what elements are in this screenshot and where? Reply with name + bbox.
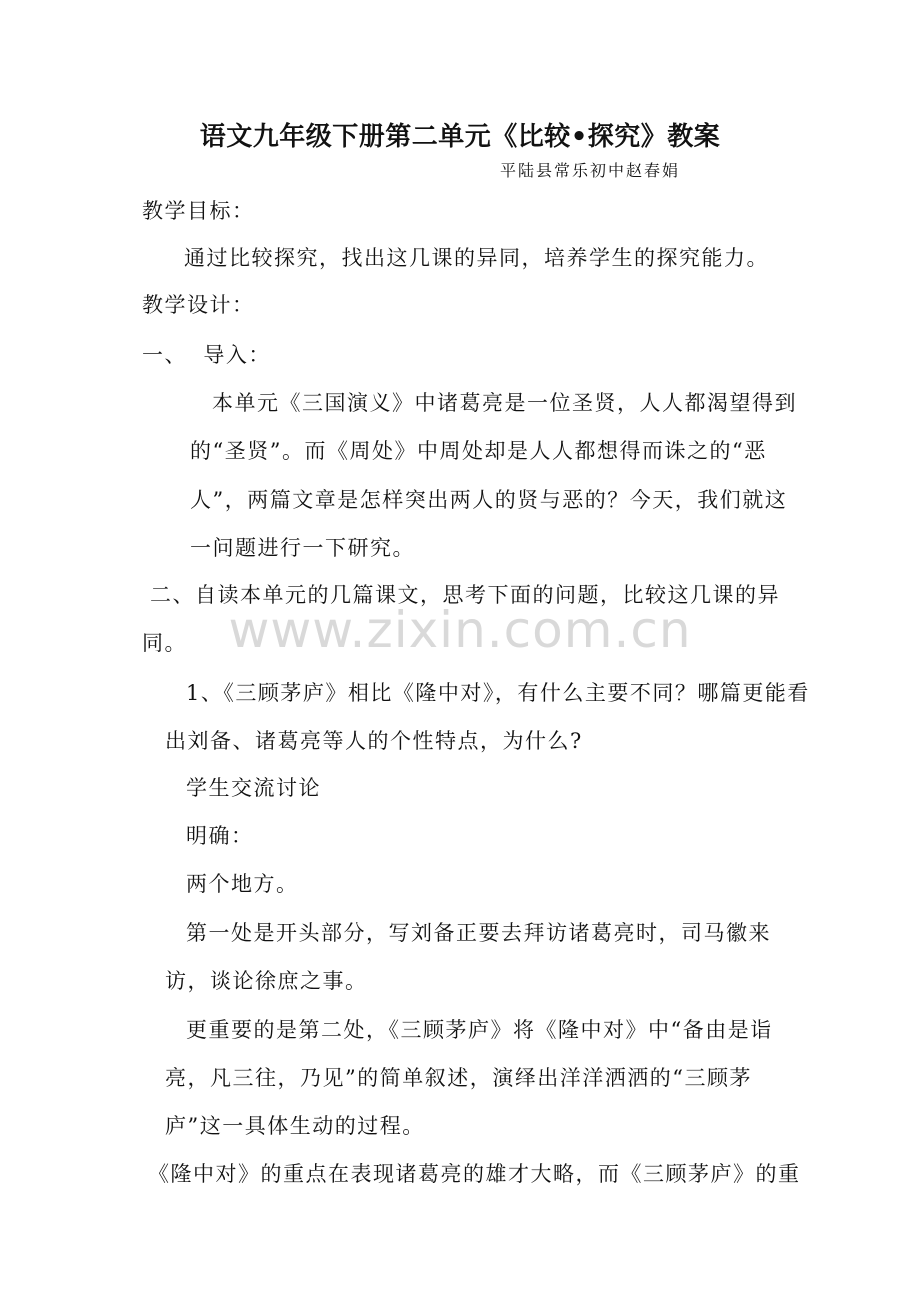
paragraph: 访，谈论徐庶之事。: [165, 969, 368, 993]
document-author: 平陆县常乐初中赵春娟: [500, 161, 681, 180]
paragraph: 庐”这一具体生动的过程。: [165, 1114, 425, 1138]
question: 1、《三顾茅庐》相比《隆中对》，有什么主要不同？哪篇更能看: [186, 681, 810, 705]
paragraph: 的“圣贤”。而《周处》中周处却是人人都想得而诛之的“恶: [190, 439, 767, 463]
question: 出刘备、诸葛亮等人的个性特点，为什么?: [165, 729, 583, 753]
watermark: www.zixin.com.cn: [228, 601, 692, 659]
paragraph: 《隆中对》的重点在表现诸葛亮的雄才大略，而《三顾茅庐》的重: [148, 1162, 801, 1186]
section-heading-intro: 一、 导入：: [142, 343, 271, 367]
paragraph: 人”，两篇文章是怎样突出两人的贤与恶的？今天，我们就这: [190, 488, 788, 512]
section-heading-reading: 二、自读本单元的几篇课文，思考下面的问题，比较这几课的异: [150, 583, 780, 607]
paragraph: 本单元《三国演义》中诸葛亮是一位圣贤，人人都渴望得到: [212, 391, 797, 415]
paragraph: 更重要的是第二处，《三顾茅庐》将《隆中对》中“备由是诣: [186, 1018, 773, 1042]
paragraph: 两个地方。: [186, 872, 299, 896]
paragraph: 学生交流讨论: [186, 776, 321, 800]
paragraph: 通过比较探究，找出这几课的异同，培养学生的探究能力。: [184, 246, 769, 270]
paragraph: 同。: [142, 631, 187, 655]
section-heading-objectives: 教学目标：: [142, 199, 255, 223]
paragraph: 第一处是开头部分，写刘备正要去拜访诸葛亮时，司马徽来: [186, 921, 771, 945]
paragraph: 一问题进行一下研究。: [190, 536, 415, 560]
paragraph: 明确：: [186, 824, 254, 848]
section-heading-design: 教学设计：: [142, 293, 255, 317]
document-title: 语文九年级下册第二单元《比较•探究》教案: [199, 122, 721, 152]
paragraph: 亮，凡三往，乃见”的简单叙述，演绎出洋洋洒洒的“三顾茅: [165, 1066, 752, 1090]
